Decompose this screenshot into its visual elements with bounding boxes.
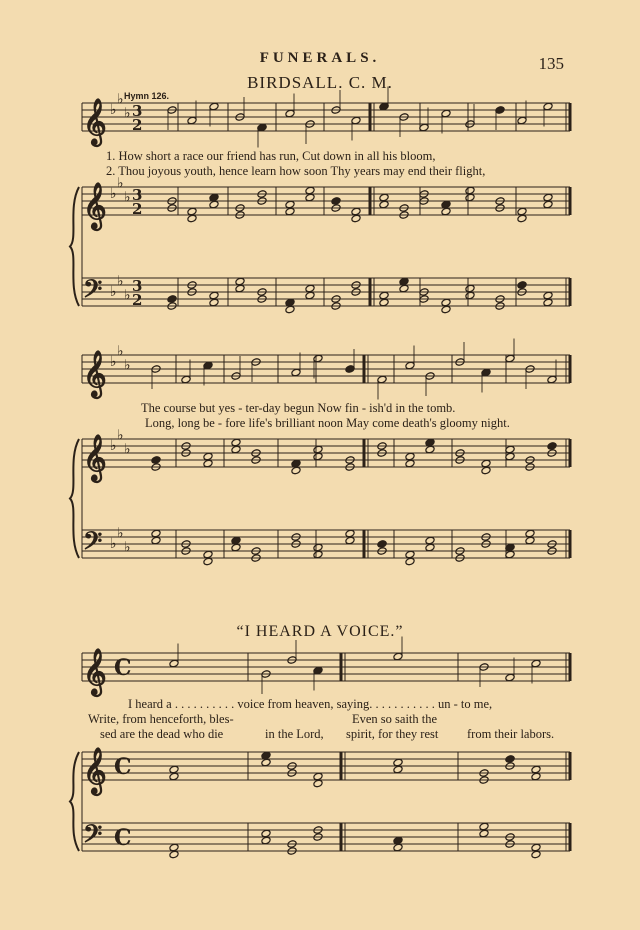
note-head (517, 214, 527, 223)
note-head (291, 466, 301, 475)
note-head (169, 659, 179, 668)
note-head (285, 298, 295, 307)
note-head (393, 843, 403, 852)
note-head (441, 298, 451, 307)
note-head (203, 550, 213, 559)
tune-title: BIRDSALL. C. M. (247, 73, 393, 92)
note-head (379, 298, 389, 307)
treble-clef-icon: 𝄞 (83, 648, 107, 695)
common-time-icon: C (114, 754, 132, 780)
verse1-line2: The course but yes - ter-day begun Now fin - ish'd in the tomb. (141, 401, 456, 415)
note-head (465, 291, 475, 300)
note-head (169, 772, 179, 781)
flat-icon: ♭ (110, 536, 117, 552)
verse1-line1: 1. How short a race our friend has run, Cut down in all his bloom, (106, 149, 436, 163)
note-head (291, 368, 301, 377)
note-head (169, 843, 179, 852)
note-head (209, 298, 219, 307)
note-head (261, 836, 271, 845)
note-head (169, 765, 179, 774)
note-head (261, 751, 271, 760)
flat-icon: ♭ (124, 189, 131, 206)
note-head (377, 375, 387, 384)
note-head (495, 106, 505, 115)
hymn-number: Hymn 126. (124, 91, 170, 101)
note-head (425, 445, 435, 454)
note-head (305, 193, 315, 202)
note-head (291, 459, 301, 468)
note-head (405, 550, 415, 559)
note-head (441, 200, 451, 209)
common-time-icon: C (114, 825, 132, 851)
flat-icon: ♭ (124, 105, 131, 122)
note-head (547, 375, 557, 384)
note-head (313, 354, 323, 363)
note-head (399, 284, 409, 293)
note-head (203, 459, 213, 468)
anthem-line3c: spirit, for they rest (346, 727, 439, 741)
note-head (187, 116, 197, 125)
note-head (505, 673, 515, 682)
note-head (393, 652, 403, 661)
note-head (313, 452, 323, 461)
common-time-icon: C (114, 655, 132, 681)
note-head (379, 291, 389, 300)
note-head (313, 772, 323, 781)
note-head (405, 361, 415, 370)
note-head (231, 536, 241, 545)
note-head (425, 438, 435, 447)
note-head (393, 836, 403, 845)
note-head (379, 193, 389, 202)
note-head (405, 452, 415, 461)
note-head (235, 277, 245, 286)
note-head (285, 200, 295, 209)
system-brace (70, 187, 79, 306)
time-signature-bottom: 2 (132, 200, 143, 218)
anthem-line2a: Write, from henceforth, bles- (88, 712, 234, 726)
anthem-line2b: Even so saith the (352, 712, 438, 726)
note-head (377, 540, 387, 549)
flat-icon: ♭ (110, 186, 117, 202)
note-head (517, 207, 527, 216)
note-head (151, 456, 161, 465)
time-signature-bottom: 2 (132, 116, 143, 134)
flat-icon: ♭ (117, 525, 124, 542)
verse2-line2: Long, long be - fore life's brilliant noon May come death's gloomy night. (145, 416, 510, 430)
note-head (151, 536, 161, 545)
note-head (313, 445, 323, 454)
anthem-line3d: from their labors. (467, 727, 555, 741)
time-signature-top: 3 (132, 277, 143, 295)
note-head (393, 765, 403, 774)
note-head (203, 361, 213, 370)
note-head (209, 291, 219, 300)
note-head (505, 755, 515, 764)
treble-clef-icon: 𝄞 (83, 350, 107, 397)
anthem-line1: I heard a . . . . . . . . . . voice from heaven, saying. . . . . . . . . . . un - to me, (128, 697, 493, 711)
flat-icon: ♭ (117, 273, 124, 290)
time-signature-top: 3 (132, 102, 143, 120)
time-signature-bottom: 2 (132, 291, 143, 309)
note-head (465, 186, 475, 195)
bass-clef-icon: 𝄢 (83, 527, 103, 562)
note-head (531, 843, 541, 852)
note-head (531, 850, 541, 859)
note-head (313, 666, 323, 675)
section-title: FUNERALS. (259, 50, 381, 66)
treble-clef-icon: 𝄞 (83, 434, 107, 481)
note-head (187, 214, 197, 223)
note-head (345, 536, 355, 545)
flat-icon: ♭ (110, 354, 117, 370)
note-head (543, 291, 553, 300)
note-head (481, 466, 491, 475)
note-head (167, 295, 177, 304)
note-head (547, 442, 557, 451)
system-brace (70, 752, 79, 851)
note-head (285, 305, 295, 314)
note-head (379, 102, 389, 111)
note-head (517, 116, 527, 125)
note-head (313, 779, 323, 788)
note-head (531, 765, 541, 774)
bass-clef-icon: 𝄢 (83, 275, 103, 310)
note-head (525, 536, 535, 545)
flat-icon: ♭ (124, 357, 131, 374)
anthem-line3b: in the Lord, (265, 727, 324, 741)
note-head (525, 529, 535, 538)
system-brace (70, 439, 79, 558)
note-head (405, 557, 415, 566)
note-head (345, 365, 355, 374)
note-head (209, 200, 219, 209)
note-head (531, 772, 541, 781)
note-head (393, 758, 403, 767)
note-head (441, 207, 451, 216)
flat-icon: ♭ (110, 102, 117, 118)
flat-icon: ♭ (117, 343, 124, 360)
note-head (305, 186, 315, 195)
note-head (331, 197, 341, 206)
note-head (345, 529, 355, 538)
note-head (209, 193, 219, 202)
anthem-title: “I HEARD A VOICE.” (236, 623, 404, 640)
note-head (425, 543, 435, 552)
note-head (399, 277, 409, 286)
flat-icon: ♭ (117, 427, 124, 444)
note-head (441, 305, 451, 314)
note-head (543, 102, 553, 111)
note-head (543, 193, 553, 202)
note-head (351, 116, 361, 125)
note-head (235, 284, 245, 293)
note-head (285, 207, 295, 216)
note-head (543, 298, 553, 307)
flat-icon: ♭ (117, 175, 124, 192)
note-head (479, 822, 489, 831)
note-head (231, 543, 241, 552)
note-head (209, 102, 219, 111)
note-head (517, 281, 527, 290)
note-head (231, 445, 241, 454)
note-head (351, 207, 361, 216)
note-head (261, 758, 271, 767)
note-head (257, 123, 267, 132)
note-head (379, 200, 389, 209)
note-head (531, 659, 541, 668)
verse2-line1: 2. Thou joyous youth, hence learn how soon Thy years may end their flight, (106, 164, 486, 178)
note-head (465, 284, 475, 293)
flat-icon: ♭ (124, 539, 131, 556)
note-head (261, 829, 271, 838)
flat-icon: ♭ (117, 91, 124, 108)
note-head (313, 550, 323, 559)
note-head (479, 829, 489, 838)
flat-icon: ♭ (124, 287, 131, 304)
treble-clef-icon: 𝄞 (83, 182, 107, 229)
note-head (351, 214, 361, 223)
treble-clef-icon: 𝄞 (83, 747, 107, 794)
time-signature-top: 3 (132, 186, 143, 204)
note-head (151, 529, 161, 538)
note-head (305, 291, 315, 300)
note-head (231, 438, 241, 447)
treble-clef-icon: 𝄞 (83, 98, 107, 145)
note-head (481, 368, 491, 377)
flat-icon: ♭ (110, 438, 117, 454)
bass-clef-icon: 𝄢 (83, 820, 103, 855)
note-head (203, 452, 213, 461)
note-head (481, 459, 491, 468)
note-head (425, 536, 435, 545)
note-head (169, 850, 179, 859)
flat-icon: ♭ (124, 441, 131, 458)
note-head (405, 459, 415, 468)
flat-icon: ♭ (110, 284, 117, 300)
anthem-line3a: sed are the dead who die (100, 727, 224, 741)
note-head (543, 200, 553, 209)
note-head (203, 557, 213, 566)
note-head (305, 284, 315, 293)
note-head (187, 207, 197, 216)
note-head (181, 375, 191, 384)
note-head (465, 193, 475, 202)
page-number: 135 (538, 54, 564, 73)
note-head (313, 543, 323, 552)
note-head (285, 109, 295, 118)
note-head (441, 109, 451, 118)
